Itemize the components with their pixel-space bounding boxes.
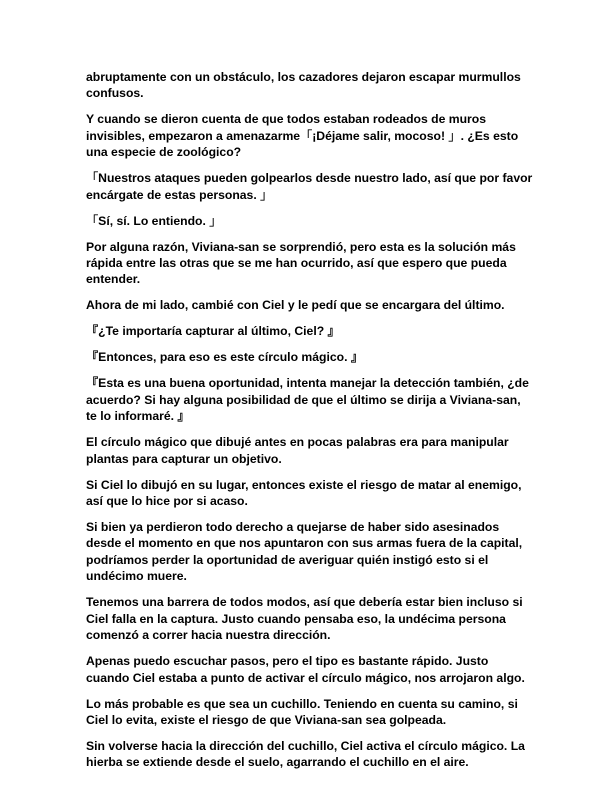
dialogue-paragraph: 『Esta es una buena oportunidad, intenta manejar la detección también, ¿de acuerdo? Si hay alguna posibilidad de que el último se dirija a Viviana-san, te lo informaré. 』 (86, 376, 529, 424)
paragraph: Lo más probable es que sea un cuchillo. Teniendo en cuenta su camino, si Ciel lo evita, existe el riesgo de que Viviana-san sea golpeada. (86, 696, 518, 727)
paragraph: Si Ciel lo dibujó en su lugar, entonces existe el riesgo de matar al enemigo, así que lo hice por si acaso. (86, 477, 522, 509)
paragraph: Y cuando se dieron cuenta de que todos estaban rodeados de muros invisibles, empezaron a amenazarme「¡Déjame salir, mocoso! 」. ¿Es esto una especie de zoológico? (86, 112, 519, 160)
paragraph: Sin volverse hacia la dirección del cuchillo, Ciel activa el círculo mágico. La hierba se extiende desde el suelo, agarrando el cuchillo en el aire. (86, 738, 525, 770)
paragraph: Por alguna razón, Viviana-san se sorprendió, pero esta es la solución más rápida entre las otras que se me han ocurrido, así que espero que pueda entender. (86, 239, 516, 287)
dialogue-paragraph: 『¿Te importaría capturar al último, Ciel? 』 (86, 324, 340, 339)
paragraph: abruptamente con un obstáculo, los cazadores dejaron escapar murmullos confusos. (86, 70, 521, 101)
paragraph: Apenas puedo escuchar pasos, pero el tipo es bastante rápido. Justo cuando Ciel estaba a punto de activar el círculo mágico, nos arrojaron algo. (86, 654, 525, 685)
document-page (86, 69, 534, 780)
paragraph: El círculo mágico que dibujé antes en pocas palabras era para manipular plantas para capturar un objetivo. (86, 435, 509, 466)
paragraph: Tenemos una barrera de todos modos, así que debería estar bien incluso si Ciel falla en la captura. Justo cuando pensaba eso, la undécima persona comenzó a correr hacia nuestra dirección. (86, 595, 523, 643)
paragraph: Ahora de mi lado, cambié con Ciel y le pedí que se encargara del último. (86, 298, 505, 313)
dialogue-paragraph: 「Nuestros ataques pueden golpearlos desde nuestro lado, así que por favor encárgate de estas personas. 」 (86, 171, 533, 202)
paragraph: Si bien ya perdieron todo derecho a quejarse de haber sido asesinados desde el momento en que nos apuntaron con sus armas fuera de la capital, podríamos perder la oportunidad de averiguar quién instigó esto si el undécimo muere. (86, 520, 523, 584)
dialogue-paragraph: 『Entonces, para eso es este círculo mágico. 』 (86, 350, 364, 365)
dialogue-paragraph: 「Sí, sí. Lo entiendo. 」 (86, 213, 222, 228)
